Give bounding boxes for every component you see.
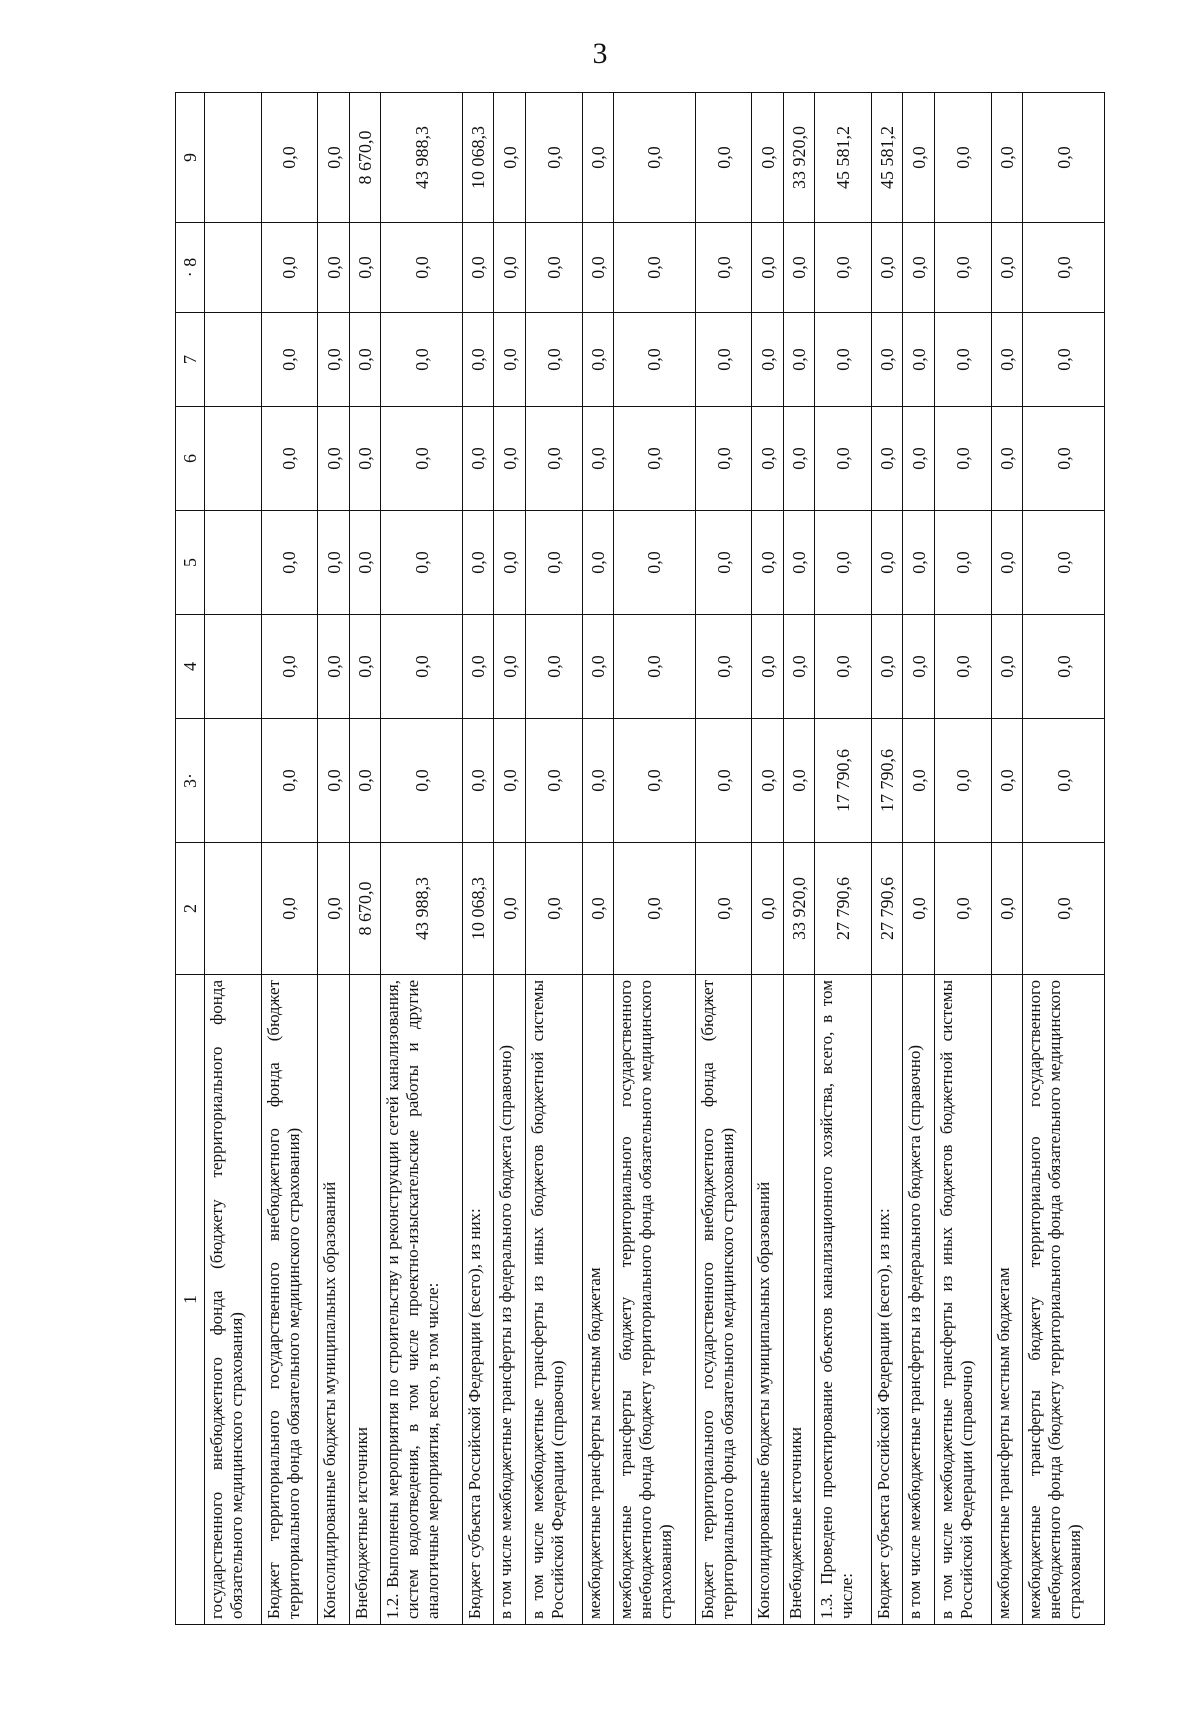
row-label: государственного внебюджетного фонда (бюджету территориального фонда обязательного медицинского страхования) [205,975,262,1625]
table-row [903,93,934,1625]
table-row [349,93,380,1625]
col-header-7: 7 [176,313,205,407]
value-cell-col-6: 0,0 [318,407,349,511]
value-cell-col-3: 0,0 [349,719,380,843]
value-cell-col-7: 0,0 [752,313,783,407]
value-cell-col-2: 8 670,0 [349,843,380,975]
value-cell-col-4: 0,0 [318,615,349,719]
value-cell-col-3: 0,0 [903,719,934,843]
value-cell-col-5: 0,0 [463,511,494,615]
value-cell-col-2: 33 920,0 [783,843,814,975]
row-label: Бюджет субъекта Российской Федерации (всего), из них: [872,975,903,1625]
table-row [582,93,613,1625]
table-row [205,93,262,1625]
value-cell-col-5: 0,0 [349,511,380,615]
value-cell-col-3 [205,719,262,843]
value-cell-col-9: 0,0 [614,93,696,223]
value-cell-col-7: 0,0 [463,313,494,407]
value-cell-col-4: 0,0 [815,615,872,719]
value-cell-col-6: 0,0 [349,407,380,511]
value-cell-col-8: 0,0 [1023,223,1105,313]
value-cell-col-7: 0,0 [783,313,814,407]
value-cell-col-8: 0,0 [903,223,934,313]
value-cell-col-2: 0,0 [695,843,752,975]
table-row [815,93,872,1625]
table-row [1023,93,1105,1625]
value-cell-col-5: 0,0 [381,511,463,615]
value-cell-col-4: 0,0 [463,615,494,719]
table-row [494,93,525,1625]
value-cell-col-9: 45 581,2 [872,93,903,223]
value-cell-col-2: 10 068,3 [463,843,494,975]
value-cell-col-4: 0,0 [349,615,380,719]
row-label: Бюджет субъекта Российской Федерации (всего), из них: [463,975,494,1625]
value-cell-col-3: 0,0 [582,719,613,843]
value-cell-col-8: 0,0 [815,223,872,313]
value-cell-col-7: 0,0 [991,313,1022,407]
col-header-6: 6 [176,407,205,511]
col-header-9: 9 [176,93,205,223]
row-label: в том числе межбюджетные трансферты из федерального бюджета (справочно) [903,975,934,1625]
value-cell-col-7 [205,313,262,407]
value-cell-col-6: 0,0 [381,407,463,511]
col-header-3: 3· [176,719,205,843]
value-cell-col-6: 0,0 [991,407,1022,511]
table-row [463,93,494,1625]
value-cell-col-9: 43 988,3 [381,93,463,223]
col-header-2: 2 [176,843,205,975]
value-cell-col-8: 0,0 [752,223,783,313]
value-cell-col-8: 0,0 [872,223,903,313]
value-cell-col-6: 0,0 [815,407,872,511]
value-cell-col-9: 0,0 [318,93,349,223]
row-label: 1.2. Выполнены мероприятия по строительству и реконструкции сетей канализования, систем водоотведения, в том числе проектно-изыскательские работы и другие аналогичные мероприятия, всего, в том числе: [381,975,463,1625]
value-cell-col-7: 0,0 [1023,313,1105,407]
value-cell-col-2: 0,0 [582,843,613,975]
value-cell-col-4: 0,0 [903,615,934,719]
value-cell-col-4: 0,0 [614,615,696,719]
value-cell-col-2: 0,0 [903,843,934,975]
budget-table [175,92,1105,1625]
value-cell-col-3: 0,0 [318,719,349,843]
value-cell-col-4: 0,0 [872,615,903,719]
row-label: Внебюджетные источники [783,975,814,1625]
value-cell-col-3: 0,0 [614,719,696,843]
page-number: 3 [592,37,608,70]
value-cell-col-4: 0,0 [934,615,991,719]
value-cell-col-5: 0,0 [494,511,525,615]
value-cell-col-6: 0,0 [582,407,613,511]
table-row [614,93,696,1625]
value-cell-col-6: 0,0 [783,407,814,511]
value-cell-col-4: 0,0 [752,615,783,719]
value-cell-col-4: 0,0 [494,615,525,719]
value-cell-col-4: 0,0 [582,615,613,719]
row-label: Консолидированные бюджеты муниципальных образований [752,975,783,1625]
row-label: Бюджет территориального государственного внебюджетного фонда (бюджет территориального фонда обязательного медицинского страхования) [261,975,318,1625]
value-cell-col-8: 0,0 [783,223,814,313]
value-cell-col-7: 0,0 [695,313,752,407]
value-cell-col-4: 0,0 [695,615,752,719]
value-cell-col-6: 0,0 [752,407,783,511]
row-label: межбюджетные трансферты местным бюджетам [582,975,613,1625]
value-cell-col-6: 0,0 [934,407,991,511]
value-cell-col-6: 0,0 [903,407,934,511]
value-cell-col-5: 0,0 [752,511,783,615]
value-cell-col-9: 0,0 [903,93,934,223]
value-cell-col-4: 0,0 [381,615,463,719]
table-row [695,93,752,1625]
value-cell-col-2: 0,0 [261,843,318,975]
value-cell-col-7: 0,0 [582,313,613,407]
col-header-8: · 8 [176,223,205,313]
value-cell-col-5: 0,0 [783,511,814,615]
value-cell-col-7: 0,0 [318,313,349,407]
value-cell-col-2: 0,0 [525,843,582,975]
value-cell-col-9: 10 068,3 [463,93,494,223]
header-row [176,93,205,1625]
value-cell-col-9: 0,0 [525,93,582,223]
row-label: 1.3. Проведено проектирование объектов канализационного хозяйства, всего, в том числе: [815,975,872,1625]
table-row [525,93,582,1625]
table-row [381,93,463,1625]
value-cell-col-7: 0,0 [614,313,696,407]
value-cell-col-8: 0,0 [349,223,380,313]
value-cell-col-7: 0,0 [349,313,380,407]
row-label: в том числе межбюджетные трансферты из иных бюджетов бюджетной системы Российской Федерации (справочно) [525,975,582,1625]
value-cell-col-4: 0,0 [783,615,814,719]
value-cell-col-3: 0,0 [695,719,752,843]
col-header-1: 1 [176,975,205,1625]
value-cell-col-6 [205,407,262,511]
value-cell-col-6: 0,0 [261,407,318,511]
table-row [991,93,1022,1625]
value-cell-col-5 [205,511,262,615]
value-cell-col-3: 17 790,6 [815,719,872,843]
value-cell-col-9: 0,0 [494,93,525,223]
value-cell-col-2: 0,0 [1023,843,1105,975]
value-cell-col-2: 27 790,6 [815,843,872,975]
value-cell-col-7: 0,0 [525,313,582,407]
row-label: межбюджетные трансферты бюджету территориального государственного внебюджетного фонда (бюджету территориального фонда обязательного медицинского страхования) [1023,975,1105,1625]
value-cell-col-3: 0,0 [494,719,525,843]
value-cell-col-7: 0,0 [815,313,872,407]
row-label: межбюджетные трансферты бюджету территориального государственного внебюджетного фонда (бюджету территориального фонда обязательного медицинского страхования) [614,975,696,1625]
value-cell-col-6: 0,0 [1023,407,1105,511]
value-cell-col-3: 0,0 [991,719,1022,843]
value-cell-col-8: 0,0 [695,223,752,313]
table-row [318,93,349,1625]
value-cell-col-5: 0,0 [872,511,903,615]
value-cell-col-2: 0,0 [991,843,1022,975]
value-cell-col-2: 0,0 [494,843,525,975]
value-cell-col-5: 0,0 [903,511,934,615]
value-cell-col-5: 0,0 [815,511,872,615]
rotated-table-container [175,93,1105,1625]
value-cell-col-6: 0,0 [494,407,525,511]
value-cell-col-3: 0,0 [752,719,783,843]
row-label: Внебюджетные источники [349,975,380,1625]
value-cell-col-2: 0,0 [752,843,783,975]
table-row [872,93,903,1625]
value-cell-col-4: 0,0 [1023,615,1105,719]
value-cell-col-9: 33 920,0 [783,93,814,223]
value-cell-col-6: 0,0 [695,407,752,511]
value-cell-col-8: 0,0 [261,223,318,313]
value-cell-col-2: 0,0 [318,843,349,975]
table-row [934,93,991,1625]
value-cell-col-7: 0,0 [261,313,318,407]
value-cell-col-5: 0,0 [582,511,613,615]
value-cell-col-2: 27 790,6 [872,843,903,975]
value-cell-col-6: 0,0 [463,407,494,511]
value-cell-col-9: 0,0 [934,93,991,223]
value-cell-col-8: 0,0 [318,223,349,313]
row-label: в том числе межбюджетные трансферты из иных бюджетов бюджетной системы Российской Федерации (справочно) [934,975,991,1625]
value-cell-col-4: 0,0 [261,615,318,719]
value-cell-col-9 [205,93,262,223]
row-label: в том числе межбюджетные трансферты из федерального бюджета (справочно) [494,975,525,1625]
value-cell-col-7: 0,0 [494,313,525,407]
value-cell-col-4: 0,0 [525,615,582,719]
value-cell-col-9: 0,0 [261,93,318,223]
value-cell-col-2: 43 988,3 [381,843,463,975]
value-cell-col-7: 0,0 [903,313,934,407]
value-cell-col-2 [205,843,262,975]
value-cell-col-5: 0,0 [614,511,696,615]
table-row [752,93,783,1625]
value-cell-col-3: 0,0 [261,719,318,843]
value-cell-col-9: 0,0 [695,93,752,223]
value-cell-col-3: 0,0 [783,719,814,843]
value-cell-col-9: 0,0 [752,93,783,223]
value-cell-col-3: 0,0 [934,719,991,843]
value-cell-col-9: 45 581,2 [815,93,872,223]
row-label: Консолидированные бюджеты муниципальных образований [318,975,349,1625]
row-label: Бюджет территориального государственного внебюджетного фонда (бюджет территориального фонда обязательного медицинского страхования) [695,975,752,1625]
value-cell-col-7: 0,0 [872,313,903,407]
value-cell-col-5: 0,0 [525,511,582,615]
value-cell-col-4 [205,615,262,719]
value-cell-col-7: 0,0 [381,313,463,407]
row-label: межбюджетные трансферты местным бюджетам [991,975,1022,1625]
value-cell-col-8 [205,223,262,313]
value-cell-col-3: 0,0 [381,719,463,843]
value-cell-col-9: 0,0 [582,93,613,223]
value-cell-col-9: 0,0 [991,93,1022,223]
value-cell-col-5: 0,0 [1023,511,1105,615]
value-cell-col-2: 0,0 [614,843,696,975]
value-cell-col-6: 0,0 [525,407,582,511]
value-cell-col-8: 0,0 [934,223,991,313]
value-cell-col-3: 0,0 [463,719,494,843]
value-cell-col-5: 0,0 [261,511,318,615]
rotated-table-frame [175,93,1105,1625]
value-cell-col-8: 0,0 [582,223,613,313]
value-cell-col-3: 17 790,6 [872,719,903,843]
value-cell-col-6: 0,0 [872,407,903,511]
value-cell-col-5: 0,0 [991,511,1022,615]
value-cell-col-3: 0,0 [1023,719,1105,843]
col-header-4: 4 [176,615,205,719]
value-cell-col-3: 0,0 [525,719,582,843]
table-body [205,93,1105,1625]
value-cell-col-5: 0,0 [695,511,752,615]
value-cell-col-4: 0,0 [991,615,1022,719]
value-cell-col-7: 0,0 [934,313,991,407]
value-cell-col-5: 0,0 [318,511,349,615]
value-cell-col-8: 0,0 [463,223,494,313]
value-cell-col-5: 0,0 [934,511,991,615]
value-cell-col-8: 0,0 [991,223,1022,313]
table-row [783,93,814,1625]
col-header-5: 5 [176,511,205,615]
value-cell-col-8: 0,0 [525,223,582,313]
value-cell-col-6: 0,0 [614,407,696,511]
value-cell-col-9: 0,0 [1023,93,1105,223]
value-cell-col-2: 0,0 [934,843,991,975]
value-cell-col-8: 0,0 [614,223,696,313]
table-row [261,93,318,1625]
value-cell-col-8: 0,0 [494,223,525,313]
value-cell-col-9: 8 670,0 [349,93,380,223]
value-cell-col-8: 0,0 [381,223,463,313]
